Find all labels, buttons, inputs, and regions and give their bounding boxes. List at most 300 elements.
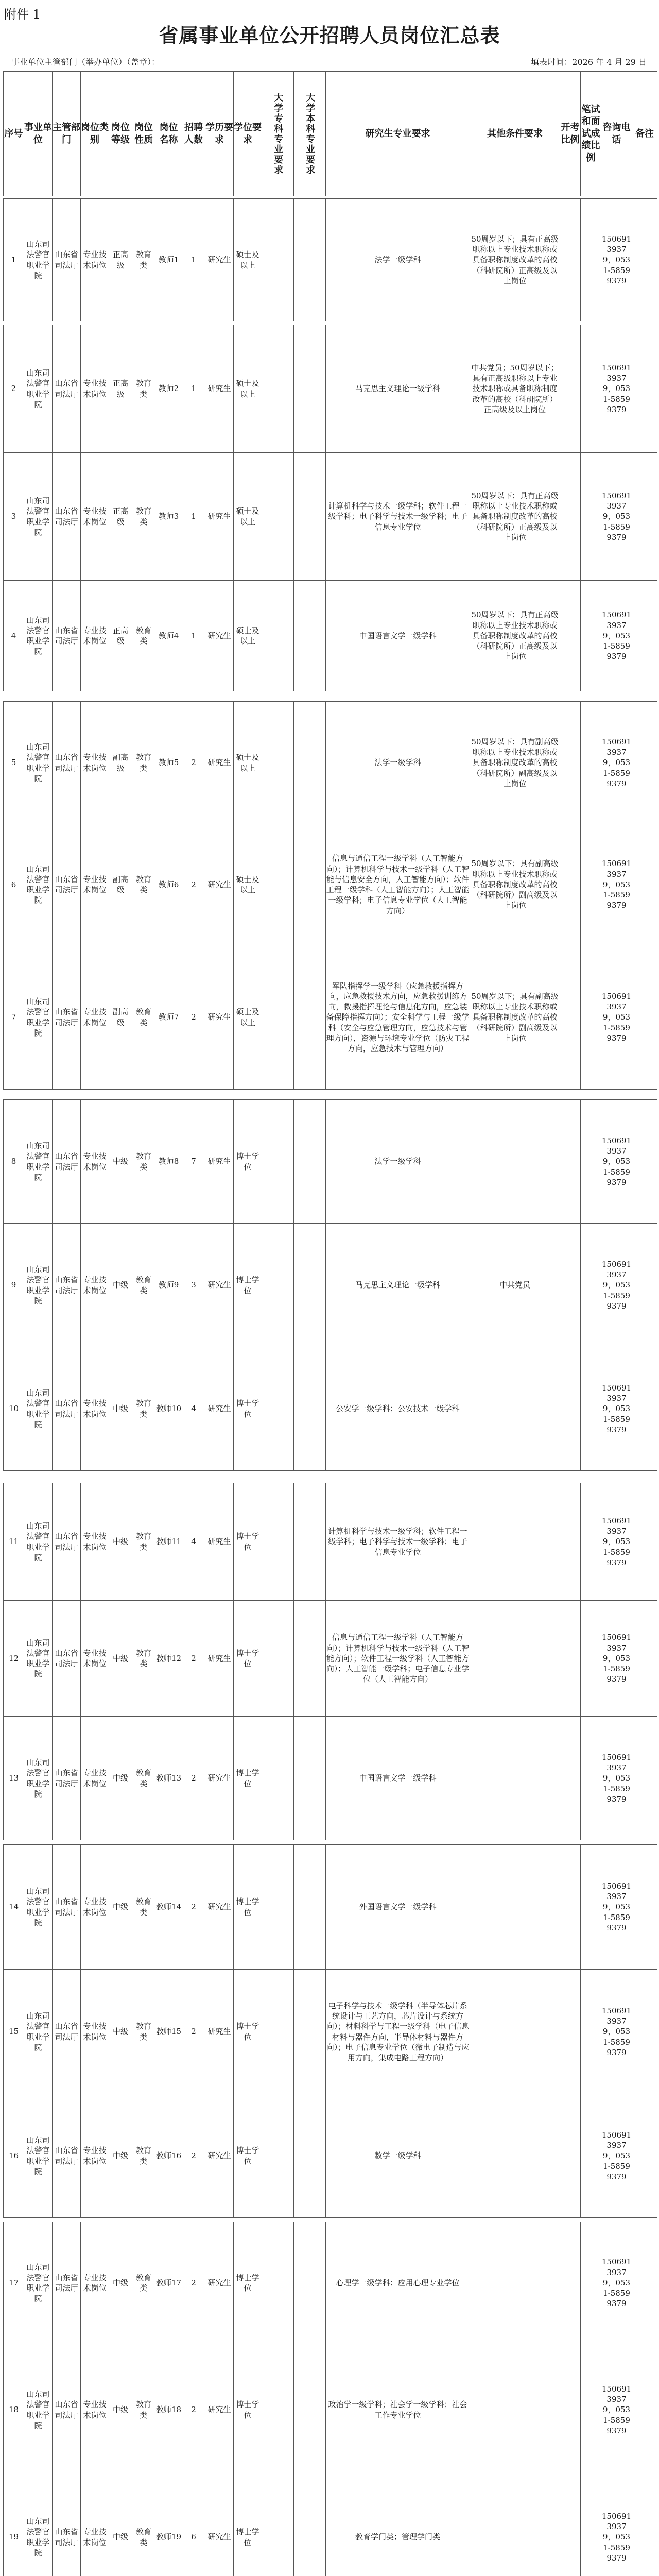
- position-group-table: [3, 1483, 657, 1840]
- fill-date: 填表时间：2026 年 4 月 29 日: [531, 56, 647, 67]
- cell-phone: 15069139379，0531-58599379: [601, 1483, 632, 1601]
- cell-unit: 山东司法警官职业学院: [24, 2476, 53, 2576]
- cell-post-type: 专业技术岗位: [81, 199, 109, 321]
- cell-other: [470, 1483, 560, 1601]
- cell-dept: 山东省司法厅: [53, 199, 81, 321]
- cell-weight: [581, 702, 601, 824]
- cell-weight: [581, 325, 601, 453]
- cell-unit: 山东司法警官职业学院: [24, 1601, 53, 1717]
- cell-post-type: 专业技术岗位: [81, 945, 109, 1090]
- cell-dept: 山东省司法厅: [53, 1601, 81, 1717]
- cell-seq: 6: [4, 824, 24, 945]
- cell-other: 50周岁以下；具有副高级职称以上专业技术职称或具备职称制度改革的高校（科研院所）副高级及以上岗位: [470, 824, 560, 945]
- cell-seq: 3: [4, 453, 24, 581]
- cell-post-name: 教师1: [155, 199, 182, 321]
- position-group-table: [3, 1844, 657, 2218]
- cell-grad-major: 计算机科学与技术一级学科；软件工程一级学科；电子科学与技术一级学科；电子信息专业学位: [326, 1483, 470, 1601]
- cell-post-type: 专业技术岗位: [81, 2094, 109, 2218]
- cell-unit: 山东司法警官职业学院: [24, 1483, 53, 1601]
- header-junior-major: 大学专科专业要求: [262, 72, 294, 196]
- cell-post-level: 中级: [109, 2476, 132, 2576]
- cell-edu: 研究生: [205, 1100, 234, 1224]
- cell-hires: 2: [182, 2222, 205, 2344]
- cell-post-nature: 教育类: [132, 1224, 155, 1347]
- cell-other: [470, 2094, 560, 2218]
- cell-bachelor-major: [294, 1347, 326, 1471]
- cell-unit: 山东司法警官职业学院: [24, 1100, 53, 1224]
- cell-other: [470, 1347, 560, 1471]
- cell-phone: 15069139379，0531-58599379: [601, 581, 632, 691]
- cell-weight: [581, 453, 601, 581]
- cell-grad-major: 外国语言文学一级学科: [326, 1845, 470, 1970]
- cell-seq: 8: [4, 1100, 24, 1224]
- cell-seq: 17: [4, 2222, 24, 2344]
- cell-junior-major: [262, 702, 294, 824]
- cell-other: [470, 1100, 560, 1224]
- cell-post-nature: 教育类: [132, 1601, 155, 1717]
- cell-seq: 1: [4, 199, 24, 321]
- cell-seq: 12: [4, 1601, 24, 1717]
- cell-grad-major: 信息与通信工程一级学科（人工智能方向）；计算机科学与技术一级学科（人工智能方向）；软件工程一级学科（人工智能方向）；人工智能一级学科；电子信息专业学位（人工智能方向）: [326, 1601, 470, 1717]
- cell-post-type: 专业技术岗位: [81, 2222, 109, 2344]
- cell-post-type: 专业技术岗位: [81, 1717, 109, 1840]
- cell-hires: 1: [182, 453, 205, 581]
- cell-post-level: 正高级: [109, 453, 132, 581]
- cell-grad-major: 信息与通信工程一级学科（人工智能方向）；计算机科学与技术一级学科（人工智能与信息安全方向，人工智能方向）；软件工程一级学科（人工智能方向）；人工智能一级学科；电子信息专业学位（人工智能方向）: [326, 824, 470, 945]
- cell-post-type: 专业技术岗位: [81, 581, 109, 691]
- header-edu: 学历要求: [205, 72, 234, 196]
- cell-unit: 山东司法警官职业学院: [24, 581, 53, 691]
- cell-edu: 研究生: [205, 1845, 234, 1970]
- cell-post-nature: 教育类: [132, 2476, 155, 2576]
- cell-ratio: [560, 1601, 581, 1717]
- header-bachelor-major: 大学本科专业要求: [294, 72, 326, 196]
- cell-note: [632, 1224, 657, 1347]
- cell-post-nature: 教育类: [132, 581, 155, 691]
- cell-post-level: 副高级: [109, 824, 132, 945]
- cell-degree: 硕士及以上: [234, 702, 262, 824]
- cell-other: [470, 1717, 560, 1840]
- cell-post-type: 专业技术岗位: [81, 453, 109, 581]
- cell-phone: 15069139379，0531-58599379: [601, 1347, 632, 1471]
- cell-dept: 山东省司法厅: [53, 2094, 81, 2218]
- cell-grad-major: 马克思主义理论一级学科: [326, 325, 470, 453]
- cell-weight: [581, 1100, 601, 1224]
- cell-bachelor-major: [294, 453, 326, 581]
- cell-dept: 山东省司法厅: [53, 2476, 81, 2576]
- cell-post-name: 教师9: [155, 1224, 182, 1347]
- cell-post-nature: 教育类: [132, 1970, 155, 2094]
- cell-note: [632, 1100, 657, 1224]
- cell-degree: 博士学位: [234, 2344, 262, 2476]
- cell-bachelor-major: [294, 581, 326, 691]
- cell-ratio: [560, 1483, 581, 1601]
- cell-post-nature: 教育类: [132, 945, 155, 1090]
- cell-edu: 研究生: [205, 1224, 234, 1347]
- cell-dept: 山东省司法厅: [53, 1717, 81, 1840]
- table-row: [4, 1970, 657, 2094]
- cell-ratio: [560, 325, 581, 453]
- cell-post-level: 正高级: [109, 581, 132, 691]
- cell-post-nature: 教育类: [132, 199, 155, 321]
- cell-post-type: 专业技术岗位: [81, 1100, 109, 1224]
- cell-post-type: 专业技术岗位: [81, 1483, 109, 1601]
- cell-grad-major: 法学一级学科: [326, 702, 470, 824]
- cell-post-name: 教师5: [155, 702, 182, 824]
- position-group-table: [3, 2222, 657, 2576]
- header-seq: 序号: [4, 72, 24, 196]
- header-phone: 咨询电话: [601, 72, 632, 196]
- cell-other: [470, 2222, 560, 2344]
- cell-degree: 博士学位: [234, 2094, 262, 2218]
- table-row: [4, 1100, 657, 1224]
- header-dept: 主管部门: [53, 72, 81, 196]
- cell-post-type: 专业技术岗位: [81, 2476, 109, 2576]
- cell-post-type: 专业技术岗位: [81, 1224, 109, 1347]
- table-row: [4, 1601, 657, 1717]
- cell-edu: 研究生: [205, 199, 234, 321]
- table-row: [4, 1347, 657, 1471]
- cell-dept: 山东省司法厅: [53, 702, 81, 824]
- table-row: [4, 1845, 657, 1970]
- cell-post-type: 专业技术岗位: [81, 2344, 109, 2476]
- cell-seq: 18: [4, 2344, 24, 2476]
- cell-hires: 2: [182, 1970, 205, 2094]
- cell-phone: 15069139379，0531-58599379: [601, 1601, 632, 1717]
- table-row: [4, 824, 657, 945]
- cell-unit: 山东司法警官职业学院: [24, 453, 53, 581]
- cell-junior-major: [262, 1100, 294, 1224]
- cell-seq: 10: [4, 1347, 24, 1471]
- cell-unit: 山东司法警官职业学院: [24, 702, 53, 824]
- table-row: [4, 581, 657, 691]
- cell-other: 中共党员；50周岁以下；具有正高级职称以上专业技术职称或具备职称制度改革的高校（科研院所）正高级及以上岗位: [470, 325, 560, 453]
- table-header: [3, 71, 657, 196]
- cell-edu: 研究生: [205, 824, 234, 945]
- cell-hires: 6: [182, 2476, 205, 2576]
- header-hires: 招聘人数: [182, 72, 205, 196]
- cell-post-level: 中级: [109, 1845, 132, 1970]
- cell-ratio: [560, 1347, 581, 1471]
- cell-other: 50周岁以下；具有正高级职称以上专业技术职称或具备职称制度改革的高校（科研院所）正高级及以上岗位: [470, 581, 560, 691]
- cell-bachelor-major: [294, 2476, 326, 2576]
- cell-junior-major: [262, 1347, 294, 1471]
- cell-post-name: 教师14: [155, 1845, 182, 1970]
- cell-grad-major: 政治学一级学科；社会学一级学科；社会工作专业学位: [326, 2344, 470, 2476]
- cell-post-level: 中级: [109, 1717, 132, 1840]
- cell-ratio: [560, 453, 581, 581]
- cell-dept: 山东省司法厅: [53, 2222, 81, 2344]
- cell-post-name: 教师13: [155, 1717, 182, 1840]
- document-title: 省属事业单位公开招聘人员岗位汇总表: [0, 20, 659, 48]
- cell-post-nature: 教育类: [132, 1347, 155, 1471]
- cell-post-level: 正高级: [109, 199, 132, 321]
- cell-junior-major: [262, 824, 294, 945]
- cell-weight: [581, 2344, 601, 2476]
- cell-edu: 研究生: [205, 2344, 234, 2476]
- cell-degree: 硕士及以上: [234, 824, 262, 945]
- cell-weight: [581, 1347, 601, 1471]
- cell-hires: 2: [182, 2094, 205, 2218]
- cell-ratio: [560, 2222, 581, 2344]
- cell-degree: 硕士及以上: [234, 453, 262, 581]
- cell-seq: 4: [4, 581, 24, 691]
- cell-post-level: 中级: [109, 2094, 132, 2218]
- cell-unit: 山东司法警官职业学院: [24, 1970, 53, 2094]
- cell-phone: 15069139379，0531-58599379: [601, 453, 632, 581]
- cell-phone: 15069139379，0531-58599379: [601, 325, 632, 453]
- cell-unit: 山东司法警官职业学院: [24, 1347, 53, 1471]
- header-grad-major: 研究生专业要求: [326, 72, 470, 196]
- cell-post-name: 教师11: [155, 1483, 182, 1601]
- cell-phone: 15069139379，0531-58599379: [601, 824, 632, 945]
- cell-post-name: 教师16: [155, 2094, 182, 2218]
- cell-note: [632, 581, 657, 691]
- cell-ratio: [560, 1717, 581, 1840]
- cell-post-type: 专业技术岗位: [81, 824, 109, 945]
- cell-dept: 山东省司法厅: [53, 325, 81, 453]
- cell-bachelor-major: [294, 1970, 326, 2094]
- cell-post-nature: 教育类: [132, 2344, 155, 2476]
- cell-other: 50周岁以下；具有正高级职称以上专业技术职称或具备职称制度改革的高校（科研院所）正高级及以上岗位: [470, 453, 560, 581]
- cell-weight: [581, 2476, 601, 2576]
- table-row: [4, 453, 657, 581]
- cell-phone: 15069139379，0531-58599379: [601, 1717, 632, 1840]
- cell-post-level: 中级: [109, 1100, 132, 1224]
- cell-seq: 7: [4, 945, 24, 1090]
- cell-unit: 山东司法警官职业学院: [24, 824, 53, 945]
- table-row: [4, 2222, 657, 2344]
- cell-junior-major: [262, 1970, 294, 2094]
- cell-junior-major: [262, 2222, 294, 2344]
- cell-phone: 15069139379，0531-58599379: [601, 1224, 632, 1347]
- table-row: [4, 199, 657, 321]
- cell-grad-major: 数学一级学科: [326, 2094, 470, 2218]
- cell-grad-major: 公安学一级学科；公安技术一级学科: [326, 1347, 470, 1471]
- cell-note: [632, 1970, 657, 2094]
- cell-other: 中共党员: [470, 1224, 560, 1347]
- cell-hires: 2: [182, 2344, 205, 2476]
- cell-note: [632, 1845, 657, 1970]
- cell-note: [632, 824, 657, 945]
- cell-unit: 山东司法警官职业学院: [24, 1717, 53, 1840]
- cell-phone: 15069139379，0531-58599379: [601, 2344, 632, 2476]
- cell-dept: 山东省司法厅: [53, 1970, 81, 2094]
- table-row: [4, 325, 657, 453]
- cell-post-type: 专业技术岗位: [81, 702, 109, 824]
- cell-grad-major: 法学一级学科: [326, 1100, 470, 1224]
- cell-edu: 研究生: [205, 581, 234, 691]
- cell-grad-major: 中国语言文学一级学科: [326, 1717, 470, 1840]
- header-weight: 笔试和面试成绩比例: [581, 72, 601, 196]
- cell-bachelor-major: [294, 1100, 326, 1224]
- cell-ratio: [560, 945, 581, 1090]
- cell-junior-major: [262, 1845, 294, 1970]
- cell-bachelor-major: [294, 2094, 326, 2218]
- cell-unit: 山东司法警官职业学院: [24, 325, 53, 453]
- cell-weight: [581, 1717, 601, 1840]
- table-row: [4, 702, 657, 824]
- position-group-table: [3, 701, 657, 1090]
- cell-post-level: 中级: [109, 1224, 132, 1347]
- cell-edu: 研究生: [205, 1483, 234, 1601]
- cell-ratio: [560, 2094, 581, 2218]
- table-row: [4, 1717, 657, 1840]
- cell-junior-major: [262, 453, 294, 581]
- cell-grad-major: 计算机科学与技术一级学科；软件工程一级学科；电子科学与技术一级学科；电子信息专业学位: [326, 453, 470, 581]
- cell-hires: 1: [182, 581, 205, 691]
- cell-edu: 研究生: [205, 1601, 234, 1717]
- cell-post-level: 正高级: [109, 325, 132, 453]
- header-post-name: 岗位名称: [155, 72, 182, 196]
- cell-dept: 山东省司法厅: [53, 1845, 81, 1970]
- cell-note: [632, 325, 657, 453]
- cell-seq: 16: [4, 2094, 24, 2218]
- cell-degree: 博士学位: [234, 1483, 262, 1601]
- cell-junior-major: [262, 2094, 294, 2218]
- cell-seq: 9: [4, 1224, 24, 1347]
- cell-junior-major: [262, 199, 294, 321]
- cell-bachelor-major: [294, 199, 326, 321]
- cell-ratio: [560, 199, 581, 321]
- cell-bachelor-major: [294, 1224, 326, 1347]
- cell-edu: 研究生: [205, 2476, 234, 2576]
- cell-note: [632, 702, 657, 824]
- cell-post-level: 中级: [109, 1347, 132, 1471]
- cell-degree: 硕士及以上: [234, 199, 262, 321]
- cell-degree: 博士学位: [234, 1970, 262, 2094]
- cell-note: [632, 1601, 657, 1717]
- cell-note: [632, 1347, 657, 1471]
- cell-seq: 15: [4, 1970, 24, 2094]
- cell-bachelor-major: [294, 325, 326, 453]
- cell-post-name: 教师19: [155, 2476, 182, 2576]
- cell-edu: 研究生: [205, 702, 234, 824]
- cell-other: [470, 2476, 560, 2576]
- cell-hires: 3: [182, 1224, 205, 1347]
- header-ratio: 开考比例: [560, 72, 581, 196]
- header-post-level: 岗位等级: [109, 72, 132, 196]
- cell-hires: 4: [182, 1483, 205, 1601]
- cell-unit: 山东司法警官职业学院: [24, 1224, 53, 1347]
- cell-phone: 15069139379，0531-58599379: [601, 2094, 632, 2218]
- cell-edu: 研究生: [205, 2222, 234, 2344]
- cell-dept: 山东省司法厅: [53, 945, 81, 1090]
- cell-dept: 山东省司法厅: [53, 453, 81, 581]
- cell-bachelor-major: [294, 2344, 326, 2476]
- cell-note: [632, 2094, 657, 2218]
- cell-ratio: [560, 2476, 581, 2576]
- cell-weight: [581, 1601, 601, 1717]
- cell-seq: 11: [4, 1483, 24, 1601]
- cell-degree: 博士学位: [234, 1224, 262, 1347]
- header-degree: 学位要求: [234, 72, 262, 196]
- cell-degree: 博士学位: [234, 1717, 262, 1840]
- cell-note: [632, 1717, 657, 1840]
- cell-junior-major: [262, 1483, 294, 1601]
- header-post-type: 岗位类别: [81, 72, 109, 196]
- cell-ratio: [560, 824, 581, 945]
- cell-weight: [581, 945, 601, 1090]
- supervising-department-label: 事业单位主管部门（举办单位）（盖章）：: [11, 56, 160, 67]
- cell-dept: 山东省司法厅: [53, 2344, 81, 2476]
- cell-seq: 19: [4, 2476, 24, 2576]
- cell-junior-major: [262, 945, 294, 1090]
- cell-post-name: 教师8: [155, 1100, 182, 1224]
- cell-post-nature: 教育类: [132, 453, 155, 581]
- cell-bachelor-major: [294, 1717, 326, 1840]
- cell-unit: 山东司法警官职业学院: [24, 2094, 53, 2218]
- cell-hires: 2: [182, 824, 205, 945]
- table-row: [4, 2476, 657, 2576]
- cell-weight: [581, 199, 601, 321]
- cell-post-level: 中级: [109, 1483, 132, 1601]
- position-group-table: [3, 1099, 657, 1471]
- cell-post-name: 教师18: [155, 2344, 182, 2476]
- cell-grad-major: 中国语言文学一级学科: [326, 581, 470, 691]
- cell-other: [470, 1970, 560, 2094]
- cell-phone: 15069139379，0531-58599379: [601, 1100, 632, 1224]
- cell-post-nature: 教育类: [132, 1100, 155, 1224]
- cell-unit: 山东司法警官职业学院: [24, 1845, 53, 1970]
- cell-edu: 研究生: [205, 1970, 234, 2094]
- cell-bachelor-major: [294, 2222, 326, 2344]
- header-row: [4, 72, 657, 196]
- cell-edu: 研究生: [205, 325, 234, 453]
- cell-unit: 山东司法警官职业学院: [24, 2222, 53, 2344]
- cell-junior-major: [262, 2344, 294, 2476]
- cell-ratio: [560, 1845, 581, 1970]
- cell-post-nature: 教育类: [132, 1845, 155, 1970]
- cell-seq: 13: [4, 1717, 24, 1840]
- cell-note: [632, 199, 657, 321]
- cell-edu: 研究生: [205, 2094, 234, 2218]
- cell-post-level: 副高级: [109, 702, 132, 824]
- cell-degree: 博士学位: [234, 1347, 262, 1471]
- cell-dept: 山东省司法厅: [53, 1224, 81, 1347]
- cell-note: [632, 2222, 657, 2344]
- cell-weight: [581, 2094, 601, 2218]
- cell-weight: [581, 2222, 601, 2344]
- cell-degree: 硕士及以上: [234, 581, 262, 691]
- cell-post-name: 教师17: [155, 2222, 182, 2344]
- cell-unit: 山东司法警官职业学院: [24, 199, 53, 321]
- cell-bachelor-major: [294, 1601, 326, 1717]
- table-row: [4, 2344, 657, 2476]
- cell-note: [632, 2344, 657, 2476]
- cell-dept: 山东省司法厅: [53, 824, 81, 945]
- cell-ratio: [560, 1100, 581, 1224]
- cell-post-level: 中级: [109, 2344, 132, 2476]
- cell-phone: 15069139379，0531-58599379: [601, 2476, 632, 2576]
- cell-degree: 博士学位: [234, 2476, 262, 2576]
- cell-phone: 15069139379，0531-58599379: [601, 1970, 632, 2094]
- cell-post-type: 专业技术岗位: [81, 1601, 109, 1717]
- cell-ratio: [560, 581, 581, 691]
- cell-post-nature: 教育类: [132, 1717, 155, 1840]
- cell-weight: [581, 1483, 601, 1601]
- cell-phone: 15069139379，0531-58599379: [601, 702, 632, 824]
- cell-phone: 15069139379，0531-58599379: [601, 199, 632, 321]
- cell-weight: [581, 1224, 601, 1347]
- cell-weight: [581, 1845, 601, 1970]
- cell-other: [470, 1601, 560, 1717]
- cell-post-name: 教师6: [155, 824, 182, 945]
- table-row: [4, 2094, 657, 2218]
- cell-grad-major: 军队指挥学一级学科（应急救援指挥方向，应急救援技术方向，应急救援训练方向，救援指挥理论与信息化方向，应急装备保障指挥方向）；安全科学与工程一级学科（安全与应急管理方向，应急技术与管理方向），资源与环境专业学位（防灾工程方向，应急技术与管理方向）: [326, 945, 470, 1090]
- cell-hires: 2: [182, 1717, 205, 1840]
- cell-hires: 2: [182, 1601, 205, 1717]
